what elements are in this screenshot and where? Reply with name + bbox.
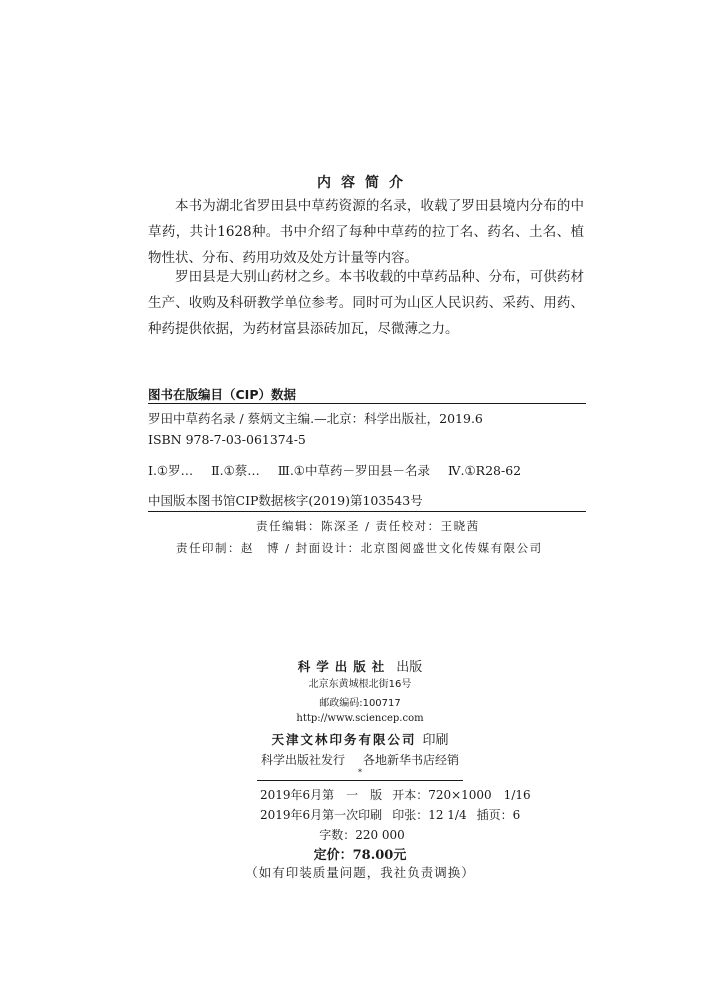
cip-class-3: Ⅲ.①中草药－罗田县－名录 bbox=[277, 463, 431, 478]
printing-date: 2019年6月第一次印刷 bbox=[260, 808, 383, 822]
retailer: 各地新华书店经销 bbox=[363, 753, 460, 767]
separator-star: * bbox=[358, 768, 362, 777]
cip-bottom-rule bbox=[148, 511, 586, 512]
cip-top-rule bbox=[148, 403, 586, 404]
publisher-line bbox=[0, 656, 720, 675]
postcode: 邮政编码:100717 bbox=[319, 698, 401, 709]
colophon-rule bbox=[257, 780, 463, 781]
plates-count: 插页：6 bbox=[476, 808, 521, 822]
cip-title-line: 罗田中草药名录 / 蔡炳文主编.—北京：科学出版社，2019.6 bbox=[148, 411, 483, 426]
printer-name: 天津文林印务有限公司 bbox=[271, 732, 417, 747]
cip-heading: 图书在版编目（CIP）数据 bbox=[148, 387, 296, 402]
cip-classification bbox=[148, 461, 535, 479]
cip-class-1: Ⅰ.①罗… bbox=[148, 463, 194, 478]
format-size: 开本：720×1000 1/16 bbox=[392, 788, 531, 802]
quality-note: （如有印装质量问题，我社负责调换） bbox=[245, 865, 475, 880]
printer-line bbox=[0, 729, 720, 748]
print-sheets: 印张：12 1/4 bbox=[392, 808, 467, 822]
distribution-line bbox=[0, 751, 720, 768]
cip-isbn: ISBN 978-7-03-061374-5 bbox=[148, 432, 306, 447]
editor-credits: 责任编辑：陈深圣 / 责任校对：王晓茜 bbox=[256, 519, 480, 533]
cip-class-4: Ⅳ.①R28-62 bbox=[448, 463, 522, 478]
edition-line bbox=[260, 786, 531, 803]
price: 定价：78.00元 bbox=[313, 848, 407, 863]
summary-paragraph-2: 罗田县是大别山药材之乡。本书收载的中草药品种、分布，可供药材生产、收购及科研教学单位参考。同时可为山区人民识药、采药、用药、种药提供依据，为药材富县添砖加瓦，尽微薄之力。 bbox=[148, 269, 584, 337]
edition-date: 2019年6月第 一 版 bbox=[260, 788, 383, 802]
distributor: 科学出版社发行 bbox=[260, 753, 345, 767]
publisher-name: 科学出版社 bbox=[297, 659, 391, 674]
publisher-suffix: 出版 bbox=[396, 660, 423, 675]
production-credits: 责任印制：赵 博 / 封面设计：北京图阅盛世文化传媒有限公司 bbox=[176, 541, 543, 555]
printer-suffix: 印刷 bbox=[422, 733, 449, 748]
cip-record-number: 中国版本图书馆CIP数据核字(2019)第103543号 bbox=[148, 493, 423, 508]
cip-class-2: Ⅱ.①蔡… bbox=[211, 463, 260, 478]
publisher-url: http://www.sciencep.com bbox=[296, 713, 424, 724]
summary-title: 内容简介 bbox=[317, 175, 413, 191]
publisher-address: 北京东黄城根北街16号 bbox=[308, 679, 412, 690]
summary-paragraph-1: 本书为湖北省罗田县中草药资源的名录，收载了罗田县境内分布的中草药，共计1628种。书中介绍了每种中草药的拉丁名、药名、土名、植物性状、分布、药用功效及处方计量等内容。 bbox=[148, 198, 584, 266]
word-count: 字数：220 000 bbox=[319, 828, 405, 842]
printing-line bbox=[260, 806, 520, 823]
